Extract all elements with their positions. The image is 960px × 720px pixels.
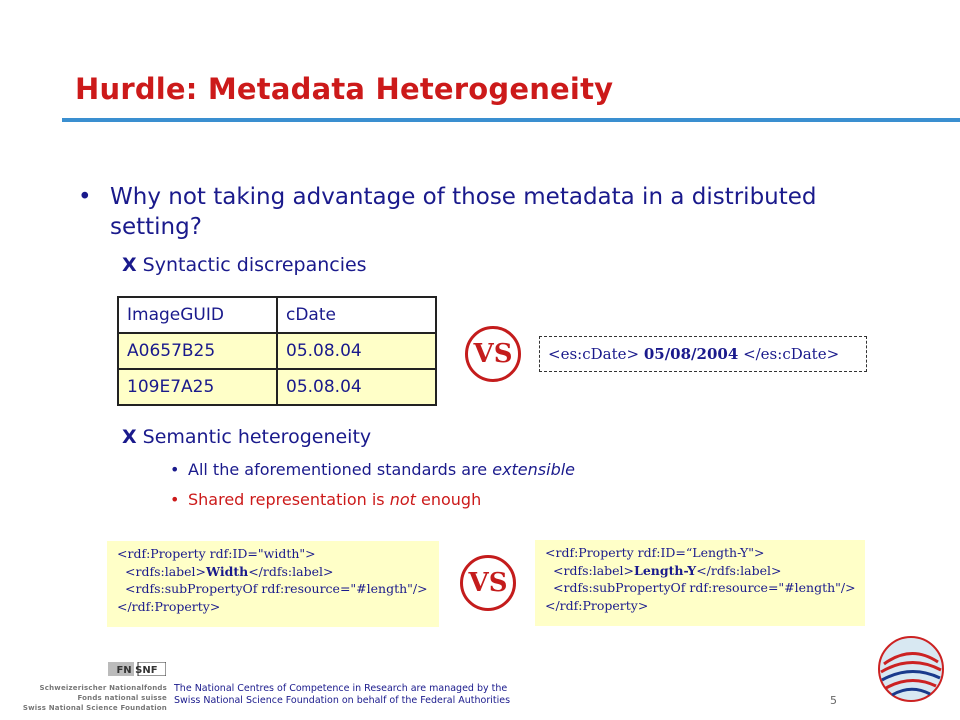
code-line: <rdfs:label>Width</rdfs:label> [125, 563, 334, 579]
shared-representation-bullet [170, 490, 481, 509]
footer-note [174, 683, 510, 707]
sub-item-label: Semantic heterogeneity [142, 426, 372, 448]
table-header-cell: cDate [277, 297, 436, 333]
sub-item-label: Syntactic discrepancies [142, 254, 367, 276]
extensible-bullet [170, 460, 575, 479]
versus-badge: VS [460, 555, 516, 611]
snf-names [22, 683, 167, 713]
snf-logo-badge [108, 662, 166, 676]
table-cell: A0657B25 [118, 333, 277, 369]
versus-badge: VS [465, 326, 521, 382]
table-cell: 109E7A25 [118, 369, 277, 405]
xml-open-tag: <es:cDate> [548, 345, 640, 363]
xml-date-snippet [539, 336, 867, 372]
footer-line: Swiss National Science Foundation on behalf of the Federal Authorities [174, 695, 511, 706]
code-line: <rdfs:label>Length-Y</rdfs:label> [553, 562, 782, 578]
rdf-length-y-snippet [535, 540, 865, 626]
x-marker: X [122, 254, 137, 276]
snf-badge-text: FN SNF [116, 665, 158, 676]
syntactic-discrepancies-item [122, 254, 367, 276]
bullet-emphasis: not [389, 490, 416, 509]
snf-name-fr: Fonds national suisse [77, 694, 167, 702]
code-line: <rdfs:subPropertyOf rdf:resource="#length"/> [553, 580, 856, 595]
code-line: </rdf:Property> [117, 598, 221, 614]
title-divider [62, 118, 960, 122]
code-line: <rdf:Property rdf:ID=“Length-Y"> [545, 545, 765, 560]
bullet-dot: • [170, 490, 180, 509]
rdf-width-snippet [107, 541, 439, 627]
bullet-text: All the aforementioned standards are [188, 460, 493, 479]
page-number: 5 [830, 694, 837, 707]
table-row [118, 369, 436, 405]
table-row [118, 333, 436, 369]
xml-date-value: 05/08/2004 [643, 345, 739, 363]
bullet-text-end: enough [415, 490, 482, 509]
code-line: </rdf:Property> [545, 597, 649, 613]
snf-name-en: Swiss National Science Foundation [22, 704, 167, 712]
main-bullet-text: Why not taking advantage of those metadata in a distributed setting? [110, 184, 817, 240]
bullet-text: Shared representation is [188, 490, 390, 509]
image-metadata-table [117, 296, 437, 406]
bullet-marker: • [78, 184, 92, 210]
slide-title: Hurdle: Metadata Heterogeneity [75, 72, 614, 106]
bullet-emphasis: extensible [492, 460, 576, 479]
code-line: <rdfs:subPropertyOf rdf:resource="#length"/> [125, 581, 428, 596]
globe-logo-icon [876, 634, 946, 704]
table-cell: 05.08.04 [277, 333, 436, 369]
xml-close-tag: </es:cDate> [743, 345, 840, 363]
table-cell: 05.08.04 [277, 369, 436, 405]
code-line: <rdf:Property rdf:ID="width"> [117, 546, 316, 561]
snf-name-de: Schweizerischer Nationalfonds [39, 684, 167, 692]
footer-line: The National Centres of Competence in Research are managed by the [174, 683, 508, 694]
table-header-row [118, 297, 436, 333]
x-marker: X [122, 426, 137, 448]
table-header-cell: ImageGUID [118, 297, 277, 333]
bullet-dot: • [170, 460, 180, 479]
semantic-heterogeneity-item [122, 426, 371, 448]
